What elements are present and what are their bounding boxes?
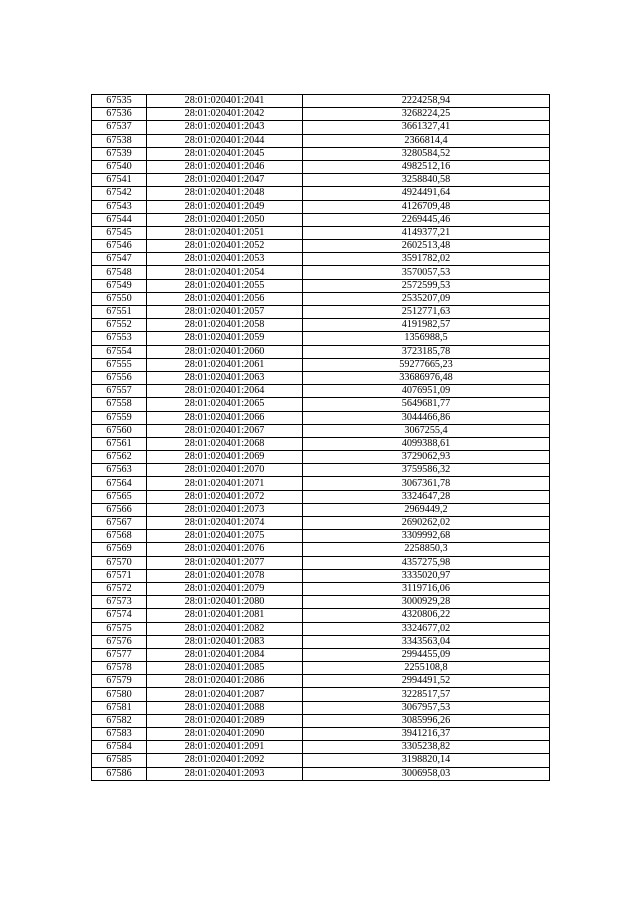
row-number-cell: 67549	[92, 279, 147, 292]
row-number-cell: 67553	[92, 332, 147, 345]
table-row	[92, 134, 550, 147]
value-cell: 3591782,02	[303, 253, 550, 266]
row-number-cell: 67584	[92, 741, 147, 754]
value-cell: 4191982,57	[303, 319, 550, 332]
cadastral-number-cell: 28:01:020401:2072	[147, 490, 303, 503]
row-number-cell: 67581	[92, 701, 147, 714]
row-number-cell: 67552	[92, 319, 147, 332]
value-cell: 4357275,98	[303, 556, 550, 569]
table-row	[92, 517, 550, 530]
table-row	[92, 200, 550, 213]
value-cell: 2602513,48	[303, 240, 550, 253]
value-cell: 3085996,26	[303, 714, 550, 727]
table-body	[92, 95, 550, 781]
row-number-cell: 67570	[92, 556, 147, 569]
table-row	[92, 174, 550, 187]
cadastral-number-cell: 28:01:020401:2051	[147, 226, 303, 239]
value-cell: 4076951,09	[303, 385, 550, 398]
table-row	[92, 292, 550, 305]
cadastral-number-cell: 28:01:020401:2067	[147, 424, 303, 437]
value-cell: 3343563,04	[303, 635, 550, 648]
table-row	[92, 279, 550, 292]
row-number-cell: 67574	[92, 609, 147, 622]
cadastral-number-cell: 28:01:020401:2090	[147, 728, 303, 741]
value-cell: 3067255,4	[303, 424, 550, 437]
cadastral-number-cell: 28:01:020401:2093	[147, 767, 303, 780]
cadastral-number-cell: 28:01:020401:2054	[147, 266, 303, 279]
cadastral-value-table	[91, 94, 550, 781]
cadastral-number-cell: 28:01:020401:2084	[147, 648, 303, 661]
cadastral-number-cell: 28:01:020401:2078	[147, 569, 303, 582]
value-cell: 3067957,53	[303, 701, 550, 714]
cadastral-number-cell: 28:01:020401:2059	[147, 332, 303, 345]
row-number-cell: 67586	[92, 767, 147, 780]
cadastral-number-cell: 28:01:020401:2076	[147, 543, 303, 556]
value-cell: 2690262,02	[303, 517, 550, 530]
cadastral-number-cell: 28:01:020401:2079	[147, 582, 303, 595]
row-number-cell: 67571	[92, 569, 147, 582]
row-number-cell: 67565	[92, 490, 147, 503]
row-number-cell: 67550	[92, 292, 147, 305]
value-cell: 33686976,48	[303, 371, 550, 384]
cadastral-number-cell: 28:01:020401:2080	[147, 596, 303, 609]
value-cell: 3258840,58	[303, 174, 550, 187]
table-row	[92, 437, 550, 450]
value-cell: 2535207,09	[303, 292, 550, 305]
table-row	[92, 582, 550, 595]
cadastral-number-cell: 28:01:020401:2070	[147, 464, 303, 477]
cadastral-number-cell: 28:01:020401:2066	[147, 411, 303, 424]
cadastral-number-cell: 28:01:020401:2049	[147, 200, 303, 213]
row-number-cell: 67557	[92, 385, 147, 398]
row-number-cell: 67539	[92, 147, 147, 160]
value-cell: 3067361,78	[303, 477, 550, 490]
table-row	[92, 596, 550, 609]
row-number-cell: 67535	[92, 95, 147, 108]
cadastral-number-cell: 28:01:020401:2045	[147, 147, 303, 160]
row-number-cell: 67541	[92, 174, 147, 187]
table-row	[92, 213, 550, 226]
table-row	[92, 530, 550, 543]
cadastral-number-cell: 28:01:020401:2057	[147, 306, 303, 319]
value-cell: 2269445,46	[303, 213, 550, 226]
table-row	[92, 728, 550, 741]
row-number-cell: 67563	[92, 464, 147, 477]
cadastral-number-cell: 28:01:020401:2083	[147, 635, 303, 648]
row-number-cell: 67540	[92, 160, 147, 173]
cadastral-number-cell: 28:01:020401:2063	[147, 371, 303, 384]
value-cell: 3661327,41	[303, 121, 550, 134]
table-row	[92, 411, 550, 424]
cadastral-number-cell: 28:01:020401:2043	[147, 121, 303, 134]
table-row	[92, 358, 550, 371]
row-number-cell: 67568	[92, 530, 147, 543]
row-number-cell: 67560	[92, 424, 147, 437]
table-row	[92, 477, 550, 490]
table-row	[92, 648, 550, 661]
cadastral-number-cell: 28:01:020401:2041	[147, 95, 303, 108]
table-row	[92, 701, 550, 714]
table-row	[92, 754, 550, 767]
row-number-cell: 67582	[92, 714, 147, 727]
value-cell: 2969449,2	[303, 503, 550, 516]
table-row	[92, 675, 550, 688]
row-number-cell: 67546	[92, 240, 147, 253]
cadastral-number-cell: 28:01:020401:2046	[147, 160, 303, 173]
cadastral-number-cell: 28:01:020401:2052	[147, 240, 303, 253]
table-row	[92, 569, 550, 582]
cadastral-number-cell: 28:01:020401:2081	[147, 609, 303, 622]
table-row	[92, 767, 550, 780]
value-cell: 3000929,28	[303, 596, 550, 609]
row-number-cell: 67569	[92, 543, 147, 556]
table-row	[92, 464, 550, 477]
value-cell: 3570057,53	[303, 266, 550, 279]
cadastral-number-cell: 28:01:020401:2085	[147, 662, 303, 675]
value-cell: 3324677,02	[303, 622, 550, 635]
cadastral-number-cell: 28:01:020401:2091	[147, 741, 303, 754]
row-number-cell: 67577	[92, 648, 147, 661]
table-row	[92, 332, 550, 345]
value-cell: 2994455,09	[303, 648, 550, 661]
row-number-cell: 67537	[92, 121, 147, 134]
cadastral-number-cell: 28:01:020401:2069	[147, 451, 303, 464]
value-cell: 2224258,94	[303, 95, 550, 108]
row-number-cell: 67544	[92, 213, 147, 226]
row-number-cell: 67551	[92, 306, 147, 319]
row-number-cell: 67579	[92, 675, 147, 688]
row-number-cell: 67578	[92, 662, 147, 675]
value-cell: 3044466,86	[303, 411, 550, 424]
value-cell: 3119716,06	[303, 582, 550, 595]
cadastral-number-cell: 28:01:020401:2071	[147, 477, 303, 490]
cadastral-number-cell: 28:01:020401:2088	[147, 701, 303, 714]
value-cell: 4126709,48	[303, 200, 550, 213]
table-row	[92, 187, 550, 200]
cadastral-number-cell: 28:01:020401:2048	[147, 187, 303, 200]
row-number-cell: 67536	[92, 108, 147, 121]
value-cell: 3006958,03	[303, 767, 550, 780]
row-number-cell: 67554	[92, 345, 147, 358]
row-number-cell: 67547	[92, 253, 147, 266]
table-row	[92, 147, 550, 160]
value-cell: 2994491,52	[303, 675, 550, 688]
value-cell: 3198820,14	[303, 754, 550, 767]
cadastral-number-cell: 28:01:020401:2061	[147, 358, 303, 371]
table-row	[92, 345, 550, 358]
table-row	[92, 108, 550, 121]
table-row	[92, 306, 550, 319]
row-number-cell: 67543	[92, 200, 147, 213]
table-row	[92, 635, 550, 648]
table-row	[92, 160, 550, 173]
row-number-cell: 67575	[92, 622, 147, 635]
value-cell: 3309992,68	[303, 530, 550, 543]
cadastral-number-cell: 28:01:020401:2053	[147, 253, 303, 266]
table-row	[92, 240, 550, 253]
table-row	[92, 95, 550, 108]
table-row	[92, 424, 550, 437]
cadastral-number-cell: 28:01:020401:2077	[147, 556, 303, 569]
table-row	[92, 226, 550, 239]
table-row	[92, 371, 550, 384]
row-number-cell: 67585	[92, 754, 147, 767]
table-row	[92, 121, 550, 134]
cadastral-number-cell: 28:01:020401:2056	[147, 292, 303, 305]
cadastral-number-cell: 28:01:020401:2092	[147, 754, 303, 767]
row-number-cell: 67564	[92, 477, 147, 490]
row-number-cell: 67555	[92, 358, 147, 371]
cadastral-number-cell: 28:01:020401:2087	[147, 688, 303, 701]
value-cell: 4320806,22	[303, 609, 550, 622]
cadastral-number-cell: 28:01:020401:2058	[147, 319, 303, 332]
value-cell: 2366814,4	[303, 134, 550, 147]
table-row	[92, 490, 550, 503]
value-cell: 59277665,23	[303, 358, 550, 371]
value-cell: 4099388,61	[303, 437, 550, 450]
row-number-cell: 67545	[92, 226, 147, 239]
table-row	[92, 741, 550, 754]
table-row	[92, 543, 550, 556]
cadastral-number-cell: 28:01:020401:2074	[147, 517, 303, 530]
row-number-cell: 67559	[92, 411, 147, 424]
row-number-cell: 67548	[92, 266, 147, 279]
table-row	[92, 266, 550, 279]
value-cell: 3723185,78	[303, 345, 550, 358]
row-number-cell: 67567	[92, 517, 147, 530]
row-number-cell: 67566	[92, 503, 147, 516]
value-cell: 2512771,63	[303, 306, 550, 319]
value-cell: 3280584,52	[303, 147, 550, 160]
table-row	[92, 398, 550, 411]
value-cell: 4149377,21	[303, 226, 550, 239]
row-number-cell: 67580	[92, 688, 147, 701]
value-cell: 3228517,57	[303, 688, 550, 701]
row-number-cell: 67576	[92, 635, 147, 648]
table-row	[92, 451, 550, 464]
value-cell: 4982512,16	[303, 160, 550, 173]
table-row	[92, 714, 550, 727]
value-cell: 3268224,25	[303, 108, 550, 121]
row-number-cell: 67562	[92, 451, 147, 464]
table-row	[92, 253, 550, 266]
cadastral-number-cell: 28:01:020401:2050	[147, 213, 303, 226]
row-number-cell: 67573	[92, 596, 147, 609]
cadastral-number-cell: 28:01:020401:2047	[147, 174, 303, 187]
cadastral-number-cell: 28:01:020401:2073	[147, 503, 303, 516]
table-row	[92, 556, 550, 569]
cadastral-number-cell: 28:01:020401:2089	[147, 714, 303, 727]
value-cell: 4924491,64	[303, 187, 550, 200]
value-cell: 2258850,3	[303, 543, 550, 556]
row-number-cell: 67556	[92, 371, 147, 384]
cadastral-number-cell: 28:01:020401:2055	[147, 279, 303, 292]
cadastral-number-cell: 28:01:020401:2068	[147, 437, 303, 450]
table-row	[92, 503, 550, 516]
value-cell: 2255108,8	[303, 662, 550, 675]
cadastral-number-cell: 28:01:020401:2044	[147, 134, 303, 147]
value-cell: 3335020,97	[303, 569, 550, 582]
cadastral-number-cell: 28:01:020401:2086	[147, 675, 303, 688]
value-cell: 5649681,77	[303, 398, 550, 411]
value-cell: 1356988,5	[303, 332, 550, 345]
cadastral-number-cell: 28:01:020401:2060	[147, 345, 303, 358]
row-number-cell: 67558	[92, 398, 147, 411]
row-number-cell: 67538	[92, 134, 147, 147]
value-cell: 3759586,32	[303, 464, 550, 477]
cadastral-number-cell: 28:01:020401:2042	[147, 108, 303, 121]
value-cell: 3941216,37	[303, 728, 550, 741]
row-number-cell: 67583	[92, 728, 147, 741]
cadastral-number-cell: 28:01:020401:2082	[147, 622, 303, 635]
value-cell: 3729062,93	[303, 451, 550, 464]
value-cell: 3324647,28	[303, 490, 550, 503]
table-row	[92, 609, 550, 622]
value-cell: 2572599,53	[303, 279, 550, 292]
row-number-cell: 67572	[92, 582, 147, 595]
table-row	[92, 319, 550, 332]
cadastral-number-cell: 28:01:020401:2065	[147, 398, 303, 411]
table-row	[92, 622, 550, 635]
row-number-cell: 67561	[92, 437, 147, 450]
cadastral-number-cell: 28:01:020401:2064	[147, 385, 303, 398]
table-row	[92, 385, 550, 398]
cadastral-number-cell: 28:01:020401:2075	[147, 530, 303, 543]
table-row	[92, 662, 550, 675]
value-cell: 3305238,82	[303, 741, 550, 754]
row-number-cell: 67542	[92, 187, 147, 200]
table-row	[92, 688, 550, 701]
